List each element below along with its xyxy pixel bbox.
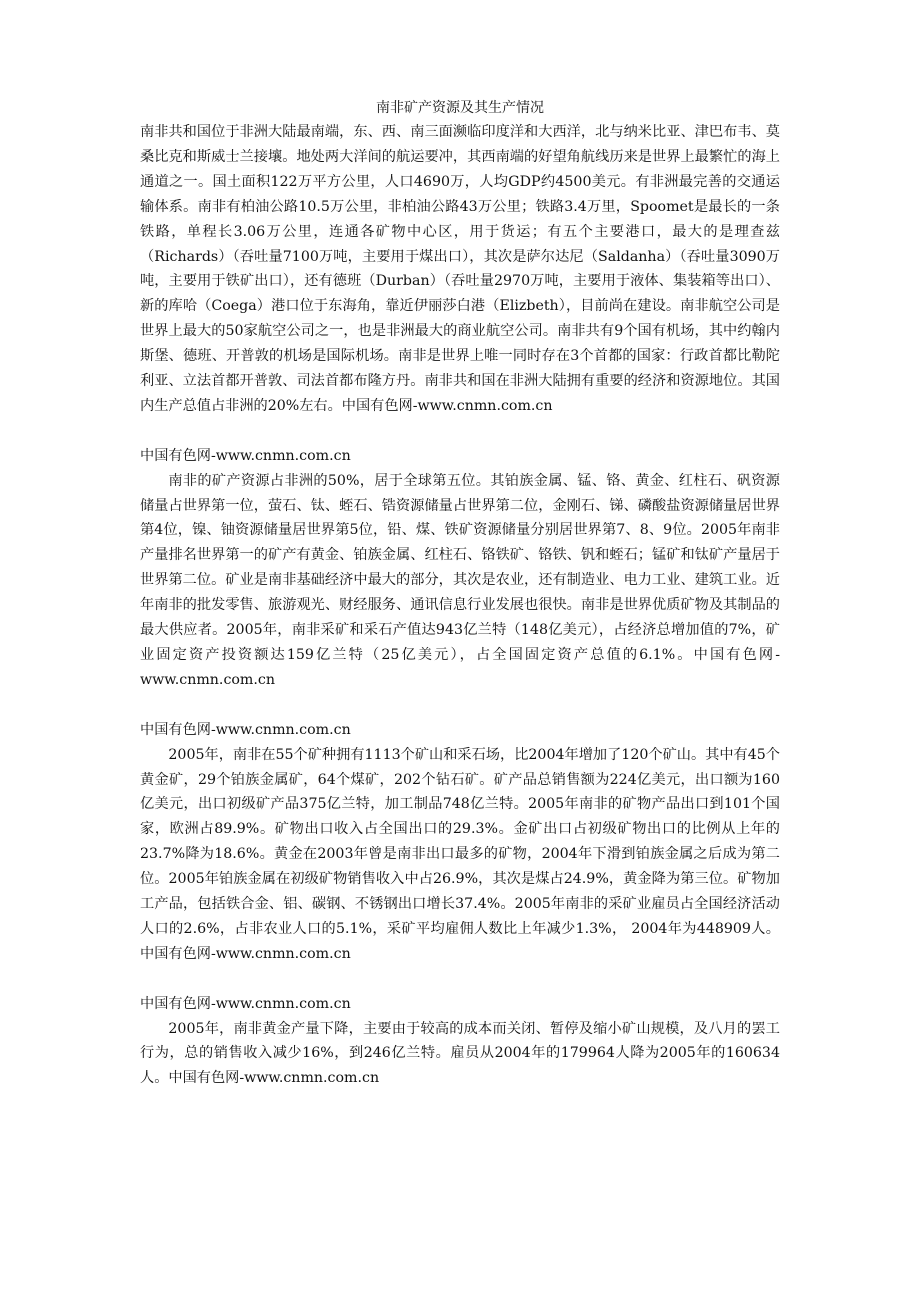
gold-paragraph: 2005年，南非黄金产量下降，主要由于较高的成本而关闭、暂停及缩小矿山规模，及八月的罢工行为，总的销售收入减少16%，到246亿兰特。雇员从2004年的179964人降为2005年的160634人。中国有色网-www.cnmn.com.cn [140, 1020, 780, 1087]
resources-paragraph: 南非的矿产资源占非洲的50%，居于全球第五位。其铂族金属、锰、铬、黄金、红柱石、矾资源储量占世界第一位，萤石、钛、蛭石、锆资源储量占世界第二位，金刚石、锑、磷酸盐资源储量居世界第4位，镍、铀资源储量居世界第5位，铅、煤、铁矿资源储量分别居世界第7、8、9位。2005年南非产量排名世界第一的矿产有黄金、铂族金属、红柱石、铬铁矿、铬铁、钒和蛭石；锰矿和钛矿产量居于世界第二位。矿业是南非基础经济中最大的部分，其次是农业，还有制造业、电力工业、建筑工业。近年南非的批发零售、旅游观光、财经服务、通讯信息行业发展也很快。南非是世界优质矿物及其制品的最大供应者。2005年，南非采矿和采石产值达943亿兰特（148亿美元），占经济总增加值的7%，矿业固定资产投资额达159亿兰特（25亿美元），占全国固定资产总值的6.1%。中国有色网-www.cnmn.com.cn [140, 472, 780, 688]
document-title: 南非矿产资源及其生产情况 [376, 100, 544, 116]
source-line: 中国有色网-www.cnmn.com.cn [140, 721, 351, 738]
mining-2005-paragraph: 2005年，南非在55个矿种拥有1113个矿山和采石场，比2004年增加了120个矿山。其中有45个黄金矿，29个铂族金属矿，64个煤矿，202个钻石矿。矿产品总销售额为224亿美元，出口额为160亿美元，出口初级矿产品375亿兰特，加工制品748亿兰特。2005年南非的矿物产品出口到101个国家，欧洲占89.9%。矿物出口收入占全国出口的29.3%。金矿出口占初级矿物出口的比例从上年的23.7%降为18.6%。黄金在2003年曾是南非出口最多的矿物，2004年下滑到铂族金属之后成为第二位。2005年铂族金属在初级矿物销售收入中占26.9%，其次是煤占24.9%，黄金降为第三位。矿物加工产品，包括铁合金、铝、碳钢、不锈钢出口增长37.4%。2005年南非的采矿业雇员占全国经济活动人口的2.6%，占非农业人口的5.1%，采矿平均雇佣人数比上年减少1.3%， 2004年为448909人。中国有色网-www.cnmn.com.cn [140, 746, 780, 962]
paragraph-gap [140, 967, 780, 992]
paragraph-gap [140, 693, 780, 718]
paragraph-gap [140, 419, 780, 444]
intro-paragraph: 南非共和国位于非洲大陆最南端，东、西、南三面濒临印度洋和大西洋，北与纳米比亚、津巴布韦、莫桑比克和斯威士兰接壤。地处两大洋间的航运要冲，其西南端的好望角航线历来是世界上最繁忙的海上通道之一。国土面积122万平方公里，人口4690万，人均GDP约4500美元。有非洲最完善的交通运输体系。南非有柏油公路10.5万公里，非柏油公路43万公里；铁路3.4万里，Spoomet是最长的一条铁路，单程长3.06万公里，连通各矿物中心区，用于货运；有五个主要港口，最大的是理查兹（Richards）（吞吐量7100万吨，主要用于煤出口），其次是萨尔达尼（Saldanha）（吞吐量3090万吨，主要用于铁矿出口），还有德班（Durban）（吞吐量2970万吨，主要用于液体、集装箱等出口）、新的库哈（Coega）港口位于东海角，靠近伊丽莎白港（Elizbeth），目前尚在建设。南非航空公司是世界上最大的50家航空公司之一，也是非洲最大的商业航空公司。南非共有9个国有机场，其中约翰内斯堡、德班、开普敦的机场是国际机场。南非是世界上唯一同时存在3个首都的国家：行政首都比勒陀利亚、立法首都开普敦、司法首都布隆方丹。南非共和国在非洲大陆拥有重要的经济和资源地位。其国内生产总值占非洲的20%左右。中国有色网-www.cnmn.com.cn [140, 124, 780, 414]
source-line: 中国有色网-www.cnmn.com.cn [140, 447, 351, 464]
document-page [140, 96, 780, 1091]
source-line: 中国有色网-www.cnmn.com.cn [140, 995, 351, 1012]
